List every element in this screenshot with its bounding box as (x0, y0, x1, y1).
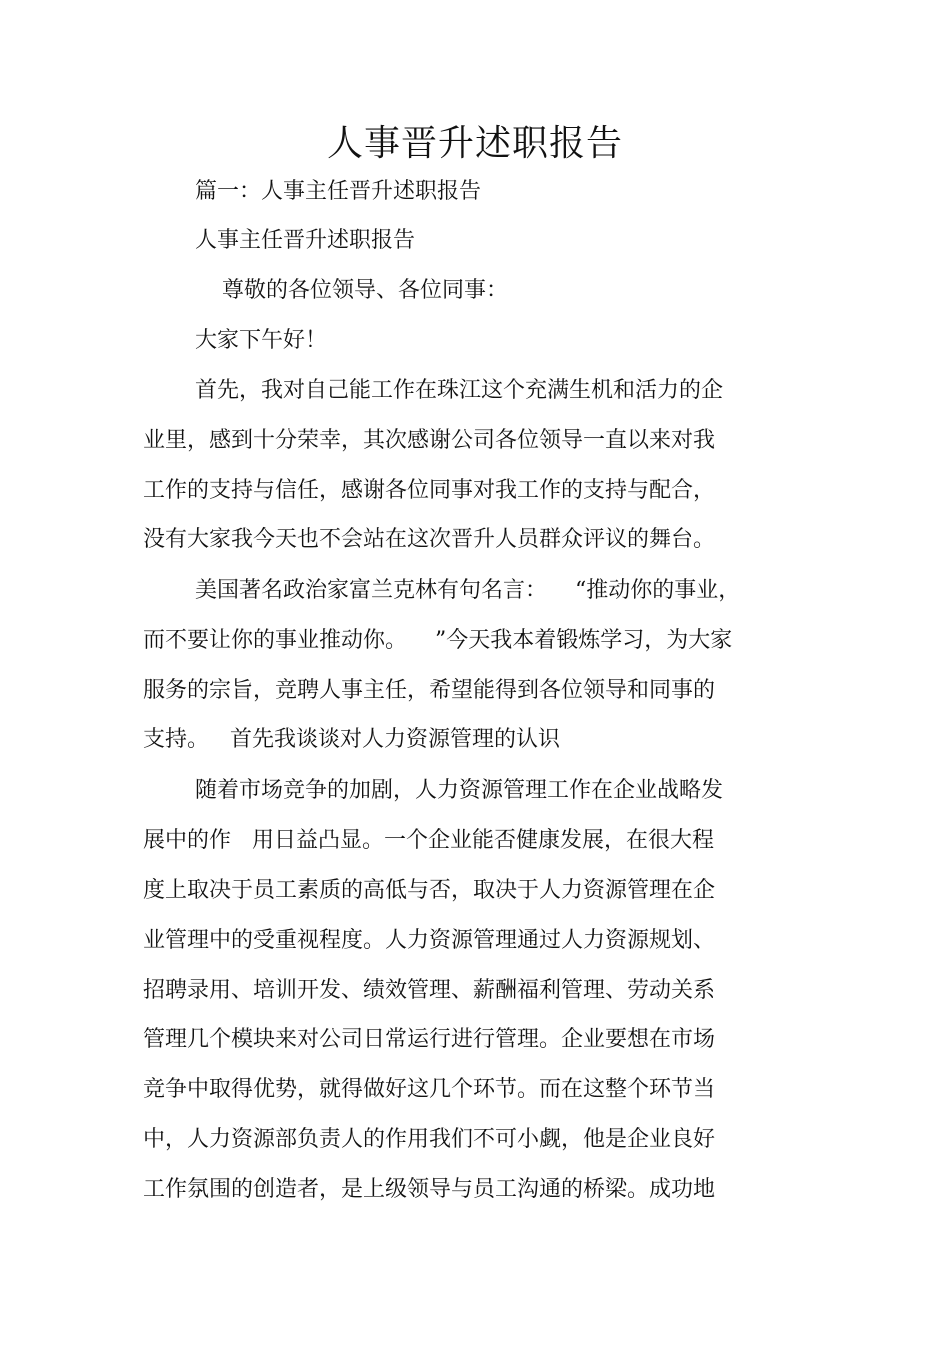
paragraph-line: 工作氛围的创造者，是上级领导与员工沟通的桥梁。成功地 (143, 1177, 716, 1202)
paragraph-line: 度上取决于员工素质的高低与否，取决于人力资源管理在企 (143, 878, 716, 903)
paragraph-line: 中，人力资源部负责人的作用我们不可小觑，他是企业良好 (143, 1127, 716, 1152)
paragraph-line: 竞争中取得优势，就得做好这几个环节。而在这整个环节当 (143, 1077, 716, 1102)
report-subtitle: 人事主任晋升述职报告 (195, 228, 416, 253)
paragraph-line: 展中的作 用日益凸显。一个企业能否健康发展，在很大程 (143, 828, 714, 853)
paragraph-line: 工作的支持与信任，感谢各位同事对我工作的支持与配合， (143, 478, 716, 503)
paragraph-line: 招聘录用、培训开发、绩效管理、薪酬福利管理、劳动关系 (143, 978, 716, 1003)
paragraph-line: 首先，我对自己能工作在珠江这个充满生机和活力的企 (195, 378, 724, 403)
document-title: 人事晋升述职报告 (326, 123, 623, 164)
paragraph-line: 随着市场竞争的加剧，人力资源管理工作在企业战略发 (195, 778, 724, 803)
paragraph-line: 业管理中的受重视程度。人力资源管理通过人力资源规划、 (143, 928, 716, 953)
paragraph-line: 业里，感到十分荣幸，其次感谢公司各位领导一直以来对我 (143, 428, 716, 453)
greeting: 大家下午好！ (195, 328, 328, 353)
paragraph-line: 而不要让你的事业推动你。 ”今天我本着锻炼学习，为大家 (143, 628, 733, 653)
paragraph-line: 没有大家我今天也不会站在这次晋升人员群众评议的舞台。 (143, 527, 716, 552)
paragraph-line: 支持。 首先我谈谈对人力资源管理的认识 (143, 727, 560, 752)
paragraph-line: 美国著名政治家富兰克林有句名言： “推动你的事业， (195, 578, 741, 603)
salutation: 尊敬的各位领导、各位同事： (222, 278, 509, 303)
section-heading: 篇一：人事主任晋升述职报告 (195, 179, 482, 204)
paragraph-line: 服务的宗旨，竞聘人事主任，希望能得到各位领导和同事的 (143, 678, 716, 703)
paragraph-line: 管理几个模块来对公司日常运行进行管理。企业要想在市场 (143, 1027, 716, 1052)
